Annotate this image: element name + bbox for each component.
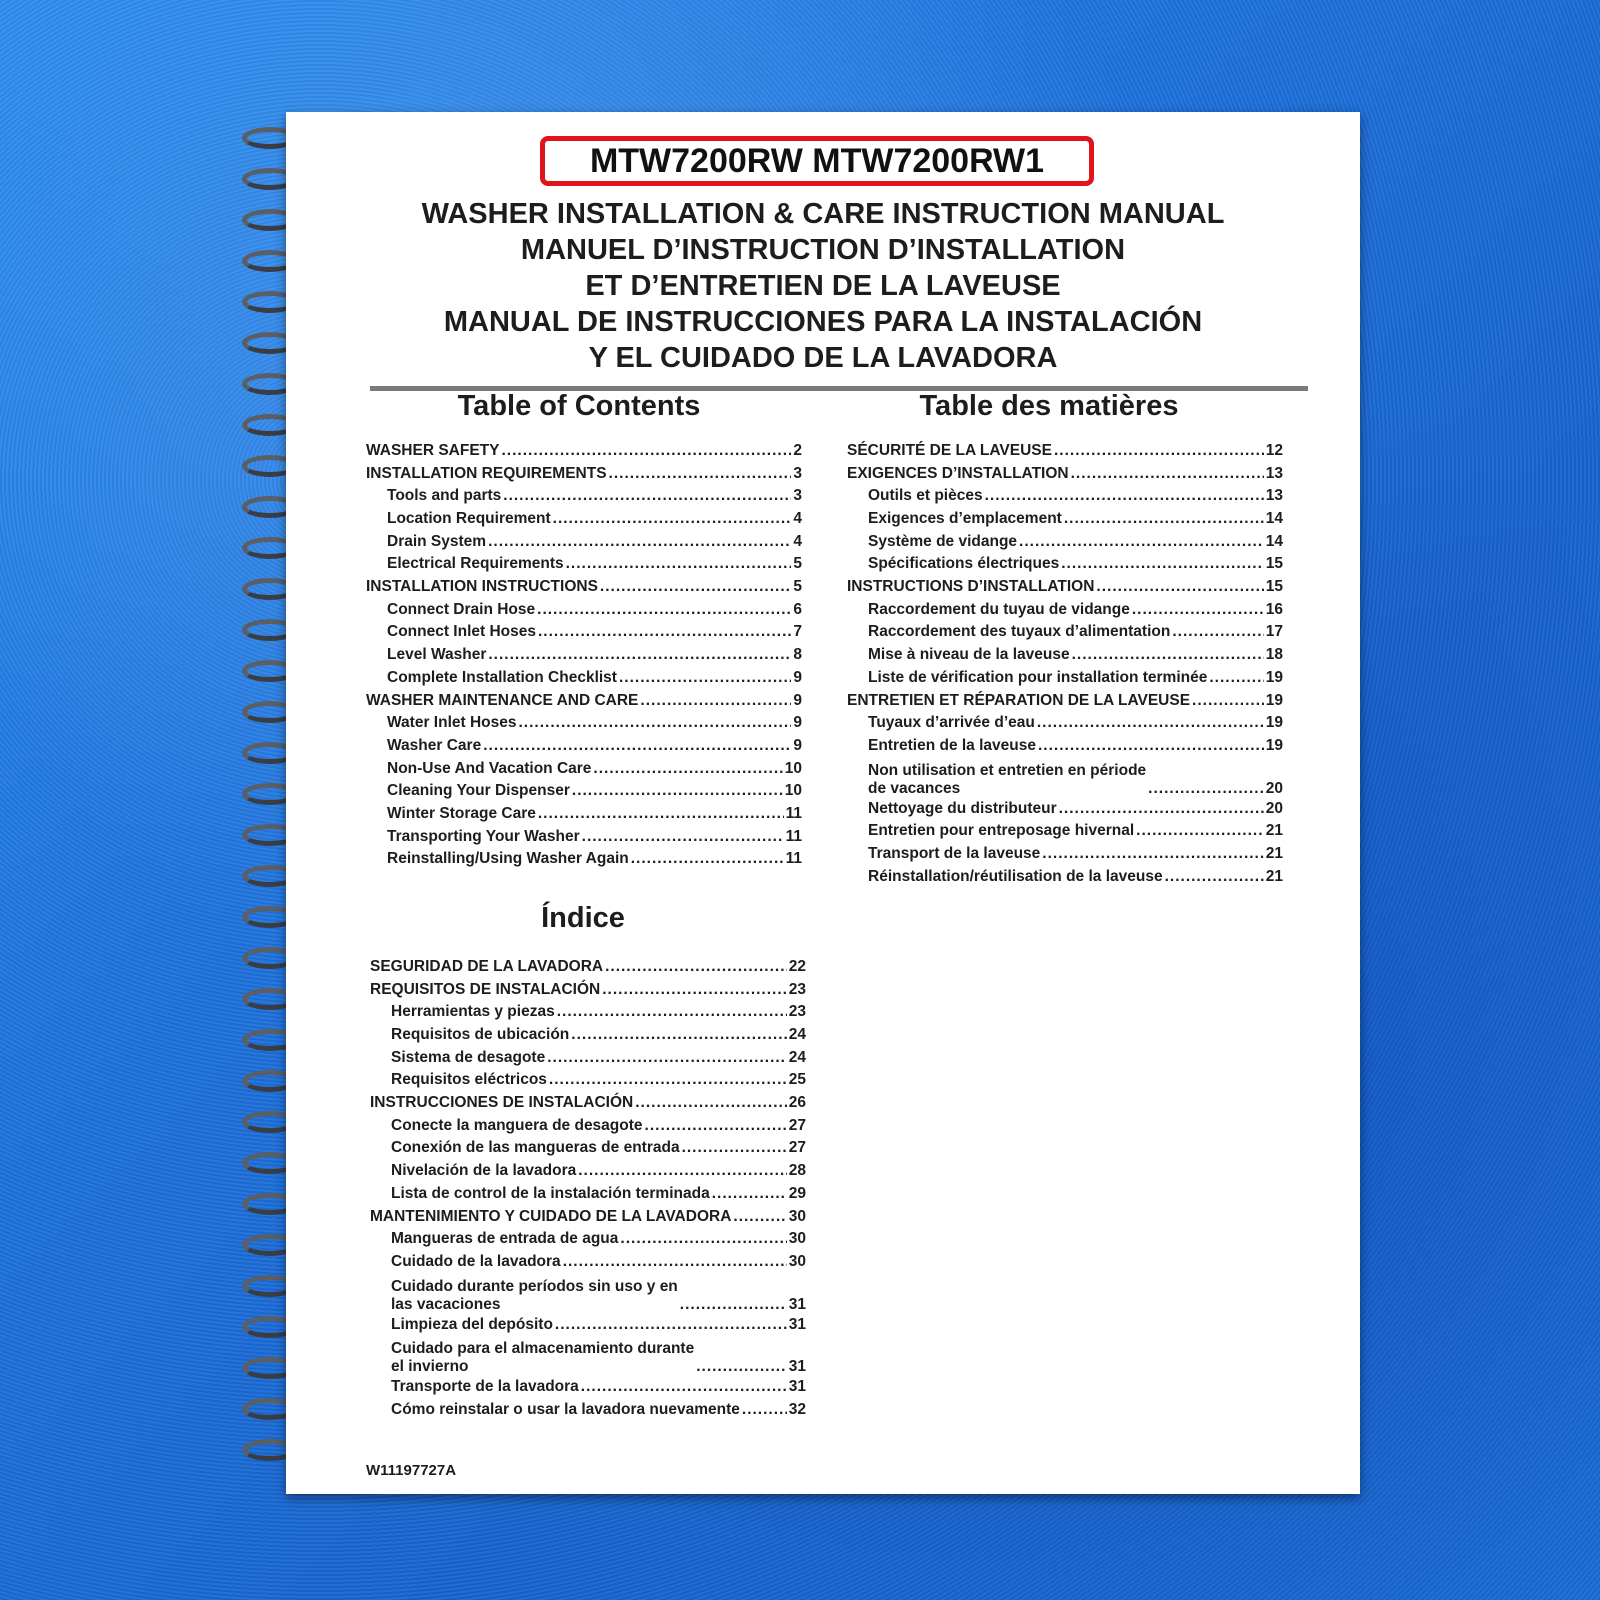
toc-entry-page: 28 [788,1162,806,1180]
document-number: W11197727A [366,1462,457,1479]
toc-entry-page: 19 [1265,714,1283,732]
toc-subentry [847,712,1283,735]
toc-subentry [366,848,802,871]
toc-entry-page: 30 [788,1252,806,1270]
toc-section-entry [370,1092,806,1115]
toc-entry-page: 10 [784,782,802,800]
toc-entry-page: 25 [788,1071,806,1089]
dot-leader [1061,553,1264,576]
toc-entry-page: 11 [785,850,802,868]
toc-entry-page: 31 [788,1358,806,1376]
toc-section-entry [847,690,1283,713]
toc-entry-page: 12 [1265,441,1283,459]
toc-entry-label: Liste de vérification pour installation terminée [868,668,1208,686]
toc-entry-page: 19 [1265,691,1283,709]
toc-entry-label: Conecte la manguera de desagote [391,1116,643,1134]
toc-entry-page: 30 [788,1230,806,1248]
toc-entry-label: Tools and parts [387,487,502,505]
dot-leader [519,712,792,735]
dot-leader [1042,843,1263,866]
toc-subentry [370,1047,806,1070]
toc-entry-page: 24 [788,1026,806,1044]
dot-leader [571,1024,786,1047]
dot-leader [488,531,791,554]
toc-entry-page: 30 [788,1207,806,1225]
dot-leader [1132,599,1264,622]
toc-subentry [847,553,1283,576]
toc-entry-label: Transport de la laveuse [868,844,1041,862]
toc-entry-label: Sistema de desagote [391,1048,546,1066]
dot-leader [593,758,782,781]
toc-entry-label: Level Washer [387,646,487,664]
toc-entry-label: Outils et pièces [868,487,983,505]
toc-section-entry [847,576,1283,599]
dot-leader [682,1137,787,1160]
toc-subentry [366,758,802,781]
toc-entry-label: Electrical Requirements [387,555,564,573]
dot-leader [563,1251,787,1274]
toc-subentry [847,485,1283,508]
toc-subentry [847,820,1283,843]
dot-leader [582,826,784,849]
dot-leader [645,1115,787,1138]
toc-entry-label: WASHER MAINTENANCE AND CARE [366,691,639,709]
dot-leader [1192,690,1264,713]
manual-page [286,112,1360,1494]
toc-subentry [366,826,802,849]
toc-entry-label: Raccordement des tuyaux d’alimentation [868,623,1171,641]
toc-entry-page: 6 [793,600,802,618]
toc-section-entry [366,576,802,599]
dot-leader [578,1160,787,1183]
toc-section-entry [370,979,806,1002]
dot-leader [1037,712,1264,735]
toc-entry-label: Nivelación de la lavadora [391,1162,577,1180]
toc-section-entry [370,1206,806,1229]
dot-leader [1165,866,1264,889]
toc-entry-page: 9 [793,668,802,686]
toc-entry-page: 3 [793,464,802,482]
manual-titles [326,196,1320,376]
toc-entry-label: Connect Drain Hose [387,600,536,618]
toc-entry-label: Cuidado durante períodos sin uso y en las vacaciones [391,1277,678,1313]
dot-leader [537,599,791,622]
toc-section-entry [847,463,1283,486]
toc-entry-label: Washer Care [387,736,482,754]
toc-entry-page: 31 [788,1315,806,1333]
toc-entry-page: 21 [1265,867,1283,885]
toc-entry-label: Entretien pour entreposage hivernal [868,822,1135,840]
toc-entry-label: ENTRETIEN ET RÉPARATION DE LA LAVEUSE [847,691,1191,709]
toc-subentry [370,1399,806,1422]
toc-subentry [366,667,802,690]
dot-leader [572,780,783,803]
toc-entry-page: 15 [1265,578,1283,596]
toc-subentry [366,622,802,645]
toc-entry-page: 11 [785,804,802,822]
dot-leader [600,576,791,599]
dot-leader [566,553,792,576]
dot-leader [557,1001,787,1024]
dot-leader [712,1183,787,1206]
toc-subentry [370,1160,806,1183]
toc-subentry [370,1115,806,1138]
toc-subentry [370,1183,806,1206]
dot-leader [635,1092,787,1115]
toc-subentry [370,1274,806,1314]
toc-entry-page: 27 [788,1139,806,1157]
toc-entry-label: Transporting Your Washer [387,827,580,845]
toc-subentry [847,843,1283,866]
toc-entry-page: 24 [788,1048,806,1066]
toc-entry-page: 31 [788,1378,806,1396]
toc-entry-page: 31 [788,1295,806,1313]
toc-entry-label: Cuidado para el almacenamiento durante el invierno [391,1340,695,1376]
dot-leader [1019,531,1264,554]
toc-subentry [366,712,802,735]
toc-subentry [370,1376,806,1399]
toc-entry-label: Lista de control de la instalación terminada [391,1184,710,1202]
dot-leader [631,848,784,871]
title-line-fr-2: ET D’ENTRETIEN DE LA LAVEUSE [585,270,1061,302]
dot-leader [1071,463,1264,486]
toc-entry-label: Entretien de la laveuse [868,736,1036,754]
toc-entry-label: Requisitos eléctricos [391,1071,547,1089]
dot-leader [1064,508,1264,531]
toc-subentry [847,622,1283,645]
toc-entry-page: 10 [784,759,802,777]
toc-entry-page: 20 [1265,779,1283,797]
dot-leader [1172,621,1263,644]
toc-entry-page: 8 [793,646,802,664]
dot-leader [1136,820,1264,843]
toc-fr-heading: Table des matières [919,390,1179,422]
toc-entry-label: Cleaning Your Dispenser [387,782,570,800]
toc-subentry [847,531,1283,554]
toc-entry-label: INSTRUCTIONS D’INSTALLATION [847,578,1095,596]
toc-entry-page: 2 [793,441,802,459]
toc-subentry [366,735,802,758]
dot-leader [1148,780,1264,798]
toc-entry-page: 19 [1265,736,1283,754]
dot-leader [581,1376,787,1399]
toc-subentry [847,667,1283,690]
dot-leader [680,1296,787,1314]
toc-entry-label: Mangueras de entrada de agua [391,1230,619,1248]
toc-entry-page: 11 [785,827,802,845]
toc-entry-page: 27 [788,1116,806,1134]
toc-subentry [370,1251,806,1274]
toc-section-entry [366,440,802,463]
toc-entry-page: 13 [1265,487,1283,505]
toc-subentry [370,1024,806,1047]
dot-leader [619,667,791,690]
toc-entry-label: Location Requirement [387,510,551,528]
dot-leader [549,1069,787,1092]
toc-entry-page: 9 [793,714,802,732]
toc-subentry [370,1138,806,1161]
dot-leader [602,979,787,1002]
dot-leader [488,644,791,667]
toc-subentry [366,508,802,531]
dot-leader [985,485,1264,508]
toc-subentry [847,644,1283,667]
dot-leader [733,1206,786,1229]
toc-entry-page: 16 [1265,600,1283,618]
dot-leader [1038,735,1264,758]
toc-entry-label: Réinstallation/réutilisation de la laveuse [868,867,1163,885]
toc-subentry [847,508,1283,531]
toc-entry-label: WASHER SAFETY [366,441,500,459]
toc-entry-page: 32 [788,1400,806,1418]
dot-leader [553,508,792,531]
toc-entry-page: 3 [793,487,802,505]
dot-leader [742,1399,787,1422]
dot-leader [555,1314,787,1337]
toc-entry-label: Cuidado de la lavadora [391,1252,561,1270]
toc-entry-page: 13 [1265,464,1283,482]
dot-leader [538,803,784,826]
toc-entry-label: SEGURIDAD DE LA LAVADORA [370,957,604,975]
toc-entry-label: Conexión de las mangueras de entrada [391,1139,680,1157]
toc-entry-label: Water Inlet Hoses [387,714,517,732]
toc-subentry [366,599,802,622]
toc-entry-page: 4 [793,532,802,550]
dot-leader [547,1047,787,1070]
toc-en-heading: Table of Contents [457,390,701,422]
toc-entry-label: Spécifications électriques [868,555,1060,573]
dot-leader [1054,440,1264,463]
toc-subentry [366,531,802,554]
toc-entry-label: Drain System [387,532,487,550]
model-numbers: MTW7200RW MTW7200RW1 [540,136,1094,186]
toc-entry-label: Limpieza del depósito [391,1315,553,1333]
toc-entry-label: Mise à niveau de la laveuse [868,646,1070,664]
toc-section-entry [366,690,802,713]
toc-entry-label: Connect Inlet Hoses [387,623,536,641]
toc-entry-label: Non utilisation et entretien en période de vacances [868,761,1147,797]
toc-entry-page: 4 [793,510,802,528]
title-line-en: WASHER INSTALLATION & CARE INSTRUCTION MANUAL [421,198,1225,230]
toc-entry-page: 9 [793,736,802,754]
toc-section-entry [847,440,1283,463]
toc-entry-label: Complete Installation Checklist [387,668,617,686]
toc-subentry [847,866,1283,889]
toc-entry-page: 22 [788,957,806,975]
toc-entry-page: 23 [788,1003,806,1021]
dot-leader [620,1228,786,1251]
toc-es-heading: Índice [541,902,625,934]
toc-entry-label: Tuyaux d’arrivée d’eau [868,714,1035,732]
toc-entry-label: INSTRUCCIONES DE INSTALACIÓN [370,1094,634,1112]
toc-subentry [847,599,1283,622]
toc-entry-label: Non-Use And Vacation Care [387,759,592,777]
dot-leader [1096,576,1263,599]
toc-entry-page: 21 [1265,844,1283,862]
toc-subentry [366,803,802,826]
toc-entry-page: 18 [1265,646,1283,664]
toc-en-list [366,440,802,871]
toc-entry-label: EXIGENCES D’INSTALLATION [847,464,1069,482]
toc-subentry [366,644,802,667]
title-line-es-1: MANUAL DE INSTRUCCIONES PARA LA INSTALACIÓN [443,306,1203,338]
toc-subentry [847,758,1283,798]
toc-entry-page: 29 [788,1184,806,1202]
toc-entry-page: 7 [793,623,802,641]
toc-entry-label: REQUISITOS DE INSTALACIÓN [370,980,601,998]
toc-entry-label: Requisitos de ubicación [391,1026,570,1044]
toc-entry-label: Cómo reinstalar o usar la lavadora nuevamente [391,1400,740,1418]
toc-subentry [847,798,1283,821]
toc-section-entry [370,956,806,979]
dot-leader [640,690,791,713]
toc-entry-label: Raccordement du tuyau de vidange [868,600,1130,618]
toc-entry-page: 5 [793,555,802,573]
toc-subentry [366,780,802,803]
dot-leader [696,1358,787,1376]
toc-fr-list [847,440,1283,888]
dot-leader [1072,644,1264,667]
toc-entry-page: 21 [1265,822,1283,840]
toc-entry-label: SÉCURITÉ DE LA LAVEUSE [847,441,1052,459]
toc-entry-page: 14 [1265,510,1283,528]
toc-entry-page: 9 [793,691,802,709]
toc-entry-page: 23 [788,980,806,998]
dot-leader [609,463,792,486]
toc-entry-page: 26 [788,1094,806,1112]
toc-entry-label: Exigences d’emplacement [868,510,1062,528]
dot-leader [1209,667,1263,690]
toc-entry-page: 19 [1265,668,1283,686]
toc-entry-label: Transporte de la lavadora [391,1378,579,1396]
toc-es-list [370,956,806,1422]
title-line-fr-1: MANUEL D’INSTRUCTION D’INSTALLATION [520,234,1126,266]
toc-subentry [366,553,802,576]
toc-entry-page: 5 [793,578,802,596]
toc-entry-page: 15 [1265,555,1283,573]
toc-subentry [847,735,1283,758]
toc-entry-label: Reinstalling/Using Washer Again [387,850,629,868]
dot-leader [483,735,791,758]
toc-entry-label: Herramientas y piezas [391,1003,555,1021]
toc-entry-label: Winter Storage Care [387,804,536,822]
toc-entry-page: 14 [1265,532,1283,550]
toc-subentry [370,1228,806,1251]
title-line-es-2: Y EL CUIDADO DE LA LAVADORA [588,342,1058,374]
toc-section-entry [366,463,802,486]
toc-subentry [366,485,802,508]
toc-entry-label: MANTENIMIENTO Y CUIDADO DE LA LAVADORA [370,1207,732,1225]
toc-entry-label: INSTALLATION REQUIREMENTS [366,464,607,482]
toc-entry-page: 17 [1265,623,1283,641]
toc-subentry [370,1001,806,1024]
dot-leader [503,485,791,508]
toc-subentry [370,1336,806,1376]
toc-entry-page: 20 [1265,799,1283,817]
dot-leader [538,621,791,644]
dot-leader [1059,798,1264,821]
dot-leader [605,956,787,979]
dot-leader [501,440,791,463]
toc-subentry [370,1314,806,1337]
toc-entry-label: Système de vidange [868,532,1018,550]
toc-entry-label: Nettoyage du distributeur [868,799,1057,817]
toc-entry-label: INSTALLATION INSTRUCTIONS [366,578,598,596]
toc-subentry [370,1069,806,1092]
